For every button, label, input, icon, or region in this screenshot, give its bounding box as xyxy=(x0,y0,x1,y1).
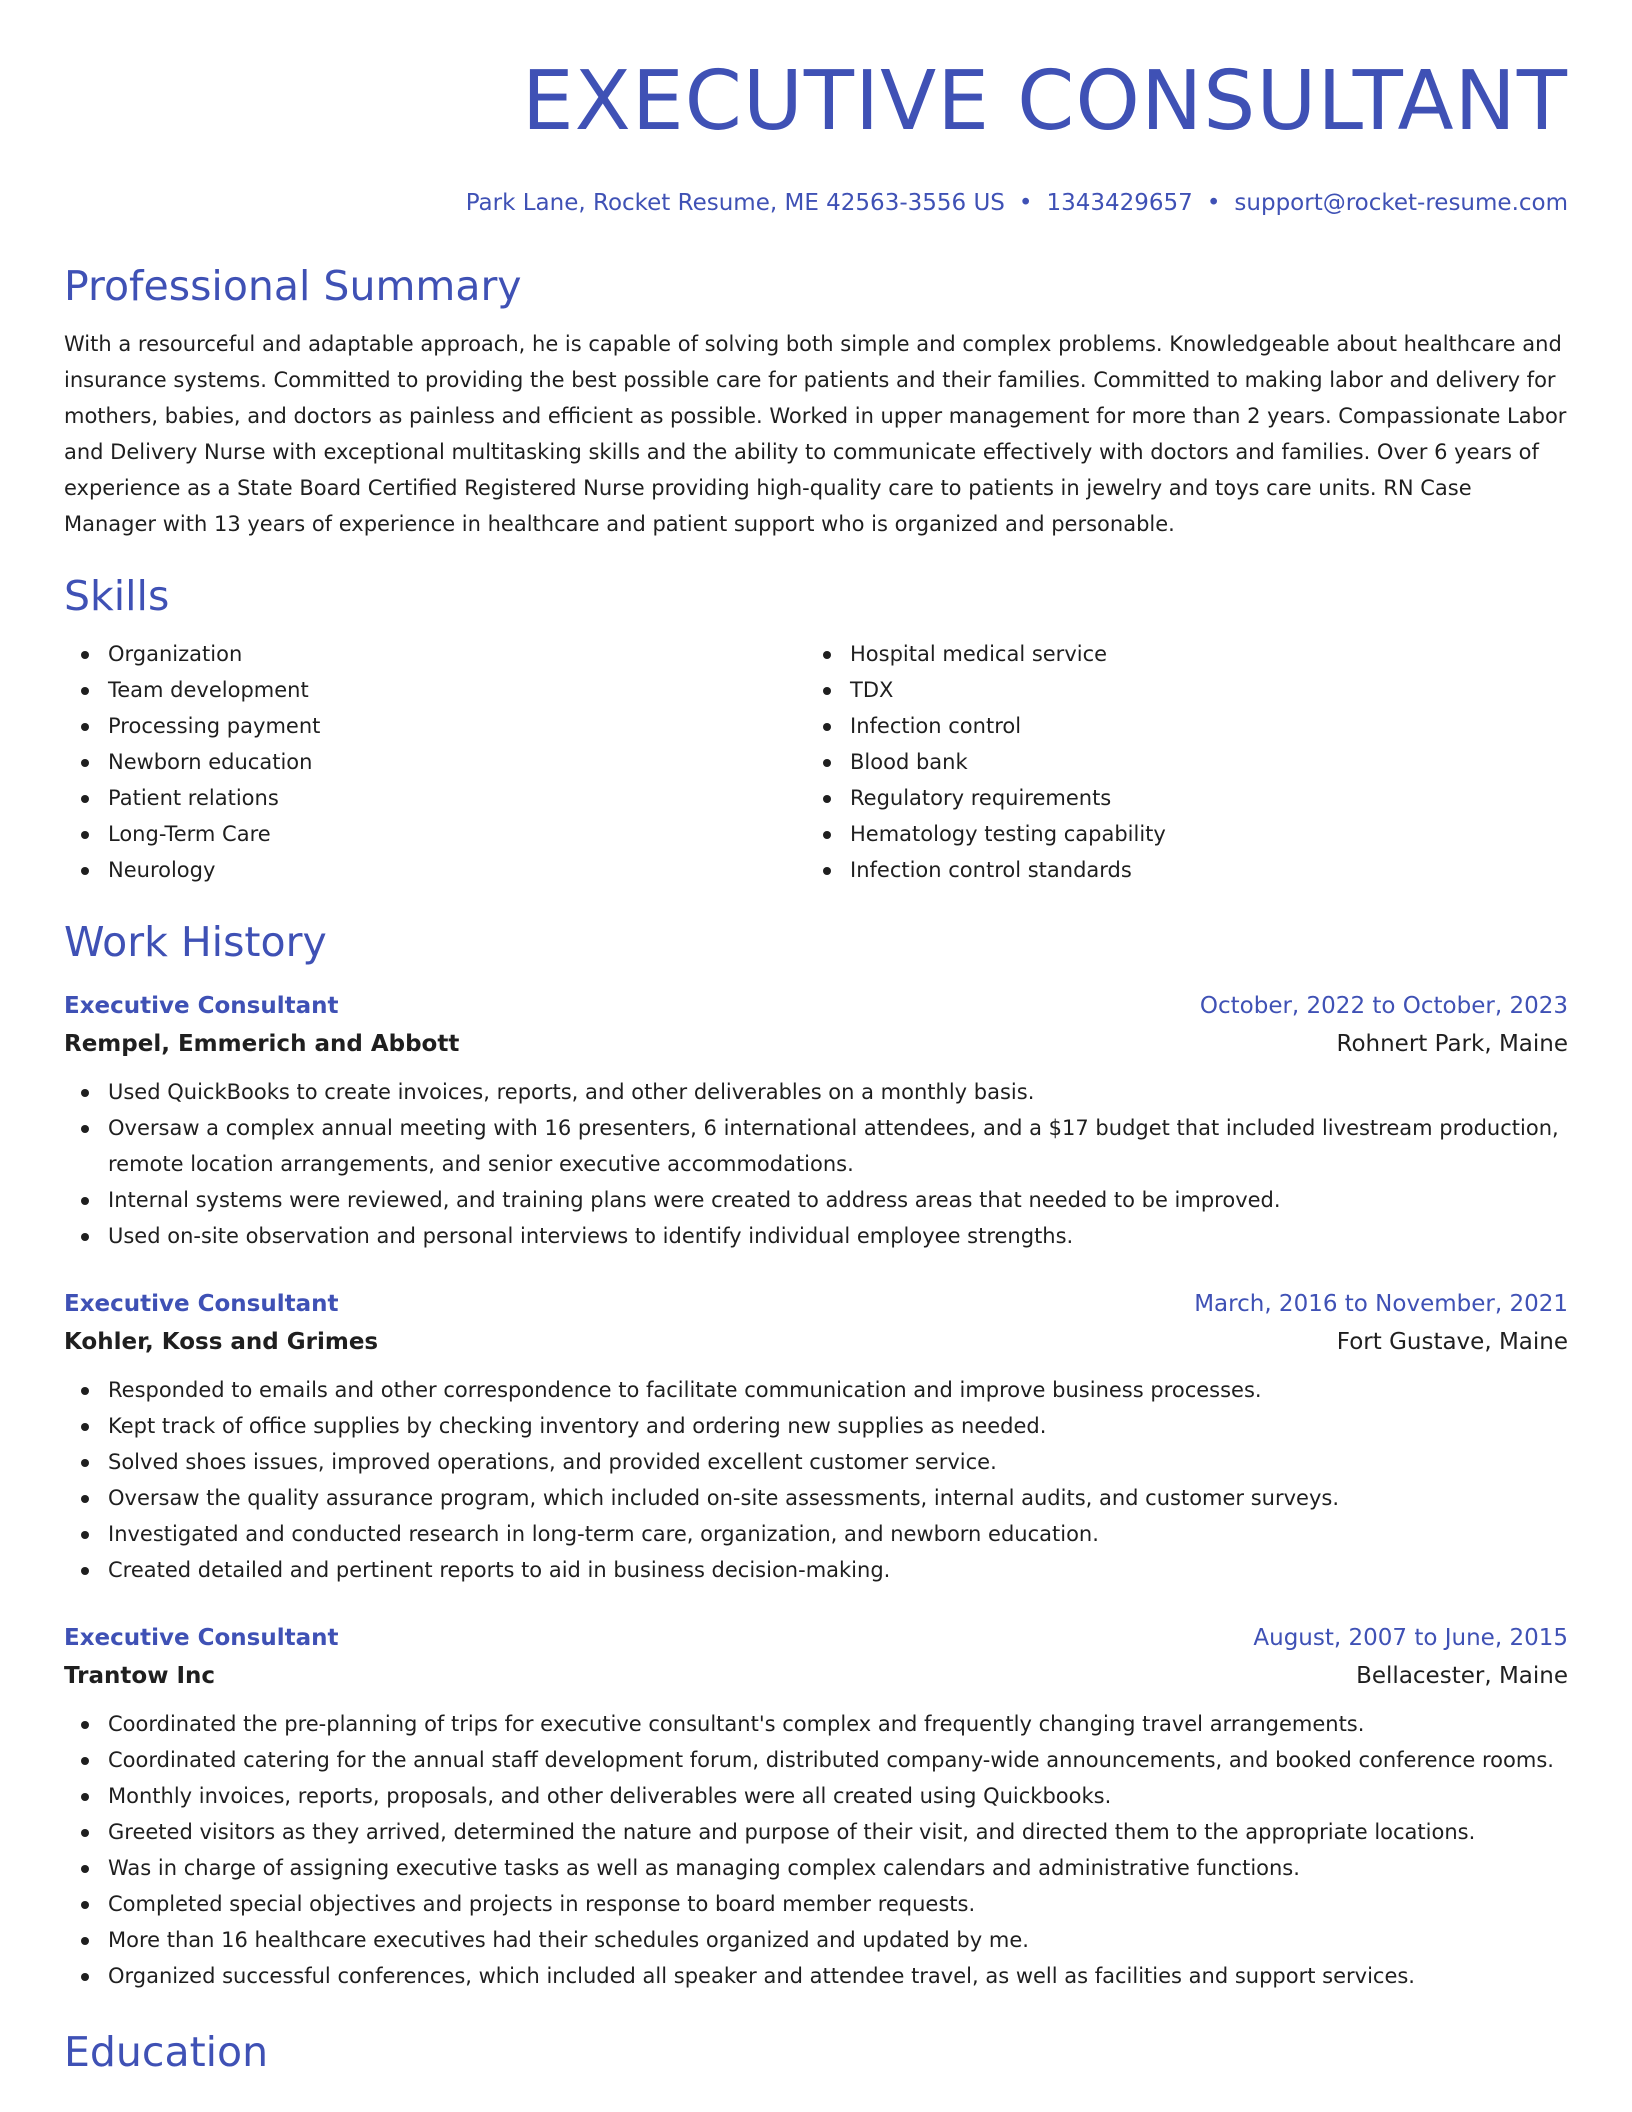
job-duties xyxy=(64,1706,1568,1994)
skill-item: Organization xyxy=(64,636,806,672)
job-company-row xyxy=(64,1024,1568,1064)
summary-text: With a resourceful and adaptable approach, he is capable of solving both simple and complex problems. Knowledgeable about healthcare and insurance systems. Committed to providing the best possible care for patients and their families. Committed to making labor and delivery for mothers, babies, and doctors as painless and efficient as possible. Worked in upper management for more than 2 years. Compassionate Labor and Delivery Nurse with exceptional multitasking skills and the ability to communicate effectively with doctors and families. Over 6 years of experience as a State Board Certified Registered Nurse providing high-quality care to patients in jewelry and toys care units. RN Case Manager with 13 years of experience in healthcare and patient support who is organized and personable. xyxy=(64,332,1567,536)
job-title: Executive Consultant xyxy=(64,1291,339,1317)
resume-header xyxy=(64,0,1568,218)
skill-item: Team development xyxy=(64,672,806,708)
candidate-name: EXECUTIVE CONSULTANT xyxy=(521,54,1568,149)
job-company: Kohler, Koss and Grimes xyxy=(64,1329,379,1355)
contact-separator: • xyxy=(1018,190,1033,216)
job-company: Trantow Inc xyxy=(64,1663,216,1689)
skill-item: Long-Term Care xyxy=(64,816,806,852)
job-dates: October, 2022 to October, 2023 xyxy=(1199,993,1568,1019)
job-duty: Monthly invoices, reports, proposals, and other deliverables were all created using Quickbooks. xyxy=(64,1778,1568,1814)
contact-address: Park Lane, Rocket Resume, ME 42563-3556 US xyxy=(465,190,1005,216)
job-location: Rohnert Park, Maine xyxy=(1336,1031,1568,1057)
skill-item: Blood bank xyxy=(806,744,1548,780)
job-duty: Used QuickBooks to create invoices, reports, and other deliverables on a monthly basis. xyxy=(64,1074,1568,1110)
job-duty: Completed special objectives and projects in response to board member requests. xyxy=(64,1886,1568,1922)
skill-item: Newborn education xyxy=(64,744,806,780)
job-duties xyxy=(64,1372,1568,1588)
skill-item: Infection control xyxy=(806,708,1548,744)
job-duty: Responded to emails and other correspondence to facilitate communication and improve business processes. xyxy=(64,1372,1568,1408)
job-duty: Created detailed and pertinent reports to aid in business decision-making. xyxy=(64,1552,1568,1588)
job-company-row xyxy=(64,1656,1568,1696)
skill-item: Hematology testing capability xyxy=(806,816,1548,852)
summary-heading: Professional Summary xyxy=(64,262,522,310)
job-dates: August, 2007 to June, 2015 xyxy=(1253,1625,1568,1651)
resume-page xyxy=(64,0,1568,2078)
job-entry xyxy=(64,988,1568,1254)
skills-heading: Skills xyxy=(64,572,170,620)
job-entry xyxy=(64,1620,1568,1994)
job-company: Rempel, Emmerich and Abbott xyxy=(64,1031,460,1057)
skills-list xyxy=(64,636,1568,888)
job-duty: Investigated and conducted research in long-term care, organization, and newborn education. xyxy=(64,1516,1568,1552)
education-heading: Education xyxy=(64,2028,269,2076)
job-location: Fort Gustave, Maine xyxy=(1336,1329,1568,1355)
skill-item: Hospital medical service xyxy=(806,636,1548,672)
job-title-row xyxy=(64,1286,1568,1322)
job-duty: Oversaw the quality assurance program, which included on-site assessments, internal audits, and customer surveys. xyxy=(64,1480,1568,1516)
job-duty: Internal systems were reviewed, and training plans were created to address areas that needed to be improved. xyxy=(64,1182,1568,1218)
skill-item: TDX xyxy=(806,672,1548,708)
job-duty: Coordinated the pre-planning of trips for executive consultant's complex and frequently changing travel arrangements. xyxy=(64,1706,1568,1742)
skills-column-right xyxy=(806,636,1548,888)
skill-item: Neurology xyxy=(64,852,806,888)
job-title: Executive Consultant xyxy=(64,993,339,1019)
job-entry xyxy=(64,1286,1568,1588)
skills-column-left xyxy=(64,636,806,888)
job-duty: More than 16 healthcare executives had their schedules organized and updated by me. xyxy=(64,1922,1568,1958)
job-location: Bellacester, Maine xyxy=(1356,1663,1568,1689)
job-duty: Coordinated catering for the annual staff development forum, distributed company-wide announcements, and booked conference rooms. xyxy=(64,1742,1568,1778)
job-duty: Oversaw a complex annual meeting with 16 presenters, 6 international attendees, and a $17 budget that included livestream production, remote location arrangements, and senior executive accommodations. xyxy=(64,1110,1568,1182)
job-title-row xyxy=(64,1620,1568,1656)
job-duty: Was in charge of assigning executive tasks as well as managing complex calendars and administrative functions. xyxy=(64,1850,1568,1886)
contact-separator: • xyxy=(1206,190,1221,216)
job-duties xyxy=(64,1074,1568,1254)
job-title-row xyxy=(64,988,1568,1024)
job-duty: Kept track of office supplies by checking inventory and ordering new supplies as needed. xyxy=(64,1408,1568,1444)
job-duty: Organized successful conferences, which included all speaker and attendee travel, as well as facilities and support services. xyxy=(64,1958,1568,1994)
contact-line xyxy=(64,188,1568,218)
job-duty: Used on-site observation and personal interviews to identify individual employee strengths. xyxy=(64,1218,1568,1254)
job-dates: March, 2016 to November, 2021 xyxy=(1194,1291,1568,1317)
job-duty: Solved shoes issues, improved operations, and provided excellent customer service. xyxy=(64,1444,1568,1480)
skill-item: Patient relations xyxy=(64,780,806,816)
contact-email[interactable]: support@rocket-resume.com xyxy=(1234,190,1568,216)
contact-phone: 1343429657 xyxy=(1046,190,1193,216)
job-duty: Greeted visitors as they arrived, determined the nature and purpose of their visit, and directed them to the appropriate locations. xyxy=(64,1814,1568,1850)
work-history-heading: Work History xyxy=(64,918,327,966)
skill-item: Regulatory requirements xyxy=(806,780,1548,816)
skill-item: Processing payment xyxy=(64,708,806,744)
job-title: Executive Consultant xyxy=(64,1625,339,1651)
job-company-row xyxy=(64,1322,1568,1362)
skill-item: Infection control standards xyxy=(806,852,1548,888)
